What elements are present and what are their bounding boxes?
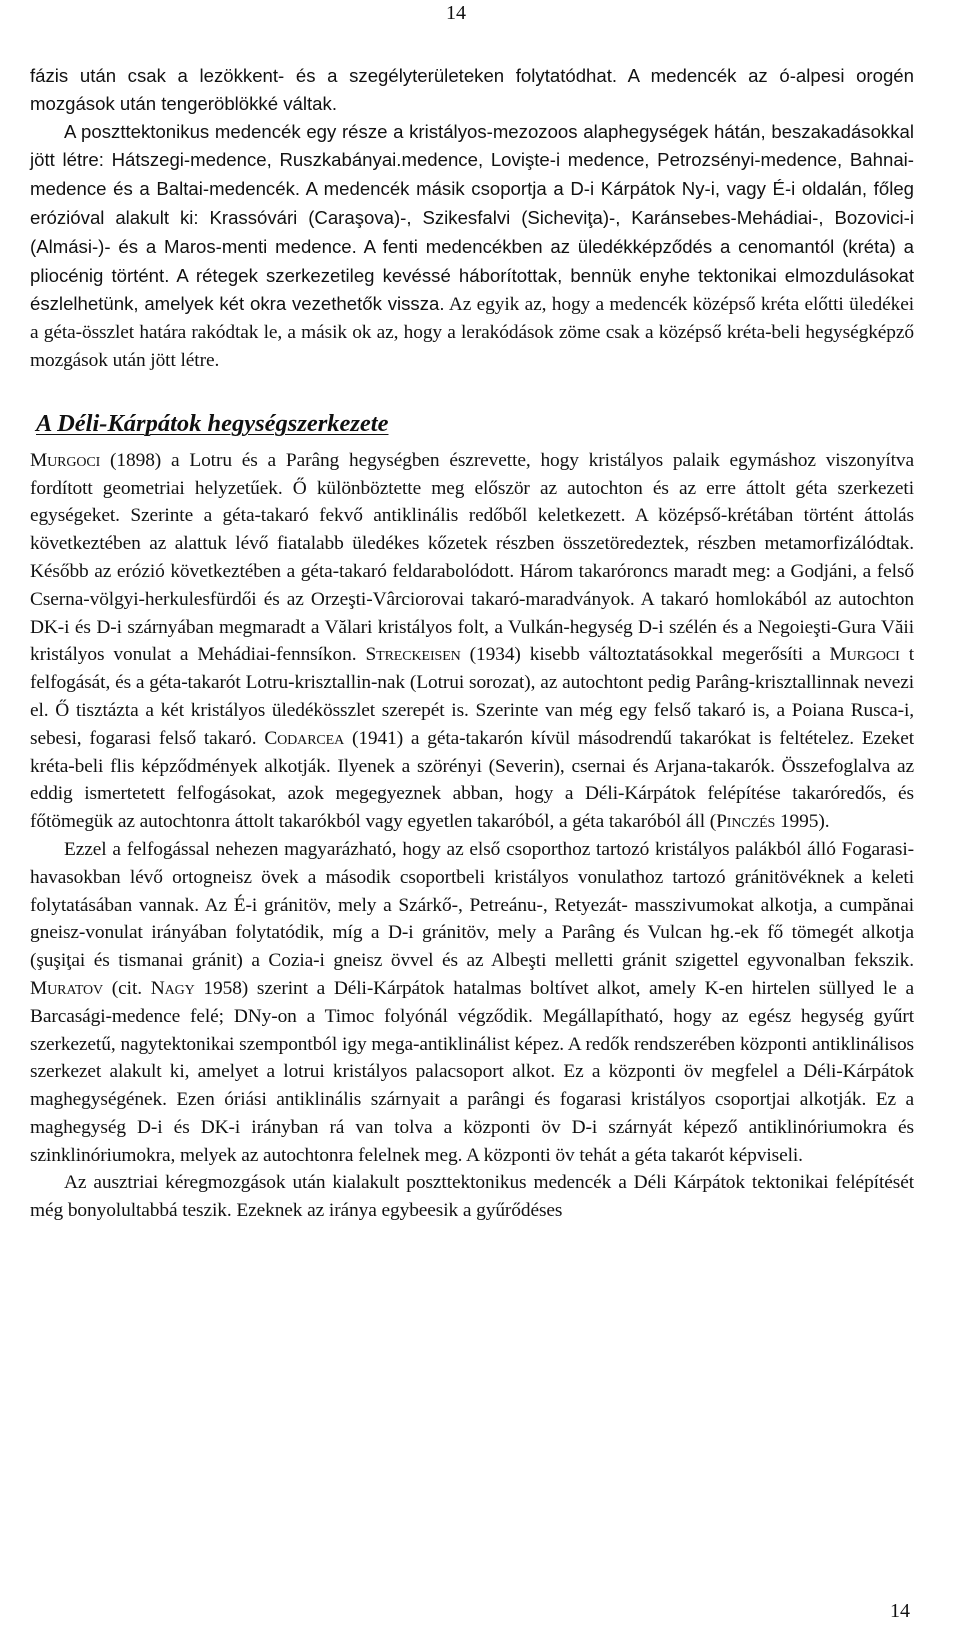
paragraph-body-3: Az ausztriai kéregmozgások után kialakult poszttektonikus medencék a Déli Kárpátok tektonikai felépítését még bonyolultabbá teszik. Ezeknek az iránya egybeesik a gyűrődéses [30, 1172, 914, 1222]
author-murgoci-2: Murgoci [829, 644, 900, 666]
paragraph-body-2 [30, 836, 914, 1170]
author-murgoci: Murgoci [30, 449, 101, 471]
paragraph-intro-2 [30, 118, 914, 375]
paragraph-intro-1: fázis után csak a lezökkent- és a szegélyterületeken folytatódhat. A medencék az ó-alpesi orogén mozgások után tengeröblökké váltak. [30, 65, 914, 114]
page-number-bottom: 14 [890, 1600, 910, 1622]
body-1-text-5: 1995). [775, 811, 830, 833]
author-codarcea: Codarcea [264, 727, 345, 749]
body-2-text-1: Ezzel a felfogással nehezen magyarázható, hogy az első csoporthoz tartozó kristályos palákból álló Fogarasi-havasokban lévő ortogneisz övek a második csoportbeli kristályos vonulathoz tartozó gránitövéknek a keleti folytatásában vannak. Az É-i gránitöv, mely a Szárkő-, Petreánu-, Retyezát- masszivumokat alkotja, a cumpănai gneisz-vonulat irányában folytatódik, míg a D-i gránitöv, mely a Parâng és Vulcan hg.-ek fő tömegét alkotja (şuşiţai és tismanai gránit) a Cozia-i gneisz övvel és az Albeşti melletti gránit szigettel egyvonalban fekszik. [30, 838, 914, 972]
body-2-text-2: (cit. [103, 977, 151, 999]
section-heading: A Déli-Kárpátok hegységszerkezete [36, 409, 389, 437]
document-body [30, 62, 914, 1225]
paragraph-intro-2-serif: Az egyik az, hogy a medencék középső kréta előtti üledékei a géta-összlet határa rakódtak le, a másik ok az, hogy a lerakódások zöme csak a középső kréta-beli hegységképző mozgások után jött létre. [30, 294, 914, 371]
body-1-text-3: t felfogását, és a géta-takarót Lotru-krisztallin-nak (Lotrui sorozat), az autochtont pedig Parâng-krisztallinnak nevezi el. Ő tisztázta a két kristályos üledékösszlet szerepét is. Szerinte van még egy felső takaró is, a Poiana Rusca-i, sebesi, fogarasi felső takaró. [30, 644, 914, 749]
author-pinczes: Pinczés [716, 811, 776, 833]
paragraph-intro-2-sans: A poszttektonikus medencék egy része a kristályos-mezozoos alaphegységek hátán, beszakadásokkal jött létre: Hátszegi-medence, Ruszkabányai.medence, Lovişte-i medence, Petrozsényi-medence, Bahnai-medence és a Baltai-medencék. [30, 120, 914, 200]
page-number-top: 14 [446, 2, 466, 24]
body-1-text-1: (1898) a Lotru és a Parâng hegységben észrevette, hogy kristályos palaik egymáshoz viszonyítva fordított geometriai helyzetűek. Ő különböztette meg először az autochton és az erre áttolt géta szerkezeti egységeket. Szerinte a géta-takaró fekvő antiklinális redőből keletkezett. A középső-krétában történt áttolás következtében az alattuk lévő fiatalabb üledékes kőzetek részben összetöredeztek, részben metamorfizálódtak. Később az erózió következtében a géta-takaró feldarabolódott. Három takaróroncs maradt meg: a Godjáni, a felső Cserna-völgyi-herkulesfürdői és az Orzeşti-Vârciorovai takaró-maradványok. A takaró homlokából az autochton DK-i és D-i szárnyában megmaradt a Vălari kristályos folt, a Vulkán-hegység D-i szélén és a Negoieşti-Gura Văii kristályos vonulat a Mehádiai-fennsíkon. [30, 449, 914, 666]
author-muratov: Muratov [30, 977, 104, 999]
author-streckeisen: Streckeisen [365, 644, 461, 666]
body-1-text-2: (1934) kisebb változtatásokkal megerősíti a [460, 644, 830, 666]
paragraph-intro-2-cont: A medencék másik csoportja a D-i Kárpátok Ny-i, vagy É-i oldalán, főleg erózióval alakult ki: Krassóvári (Caraşova)-, Szikesfalvi (Sicheviţa)-, Karánsebes-Mehádiai-, Bozovici-i (Almási-)- és a Maros-menti medence. A fenti medencékben az üledékképződés a cenomantól (kréta) a pliocénig történt. A rétegek szerkezetileg kevéssé háborítottak, bennük enyhe tektonikai elmozdulásokat észlelhetünk, amelyek két okra vezethetők vissza. [30, 178, 915, 315]
author-nagy: Nagy [150, 977, 195, 999]
body-2-text-3: 1958) szerint a Déli-Kárpátok hatalmas boltívet alkot, amely K-en hirtelen süllyed le a Barcasági-medence felé; DNy-on a Timoc folyónál végződik. Megállapítható, hogy az egész hegység gyűrt szerkezetű, nagytektonikai szempontból igy mega-antiklinálist képez. A redők rendszerében központi antiklinálisos szerkezet alakult ki, amelyet a lotrui kristályos palacsoport alkot. Ez a központi öv megfelel a Déli-Kárpátok maghegységének. Ezen óriási antiklinális szárnyait a parângi és fogarasi kristályos csoportjai alkotják. Ez a maghegység D-i és DK-i irányban rá van tolva a központi öv D-i szárnyát képező antiklinóriumokra és szinklinóriumokra, melyek az autochtonra felelnek meg. A központi öv tehát a géta takarót képviseli. [30, 977, 914, 1166]
paragraph-body-1 [30, 447, 914, 836]
body-1-text-4: (1941) a géta-takarón kívül másodrendű takarókat is feltételez. Ezeket kréta-beli flis képződmények alkotják. Ilyenek a szörényi (Severin), csernai és Arjana-takarók. Összefoglalva az eddig ismertetett felfogásokat, azok megegyeznek abban, hogy a Déli-Kárpátok felépítése takaróredős, és főtömegük az autochtonra áttolt takarókból vagy egyetlen takaróból, a géta takaróból áll ( [30, 727, 914, 833]
